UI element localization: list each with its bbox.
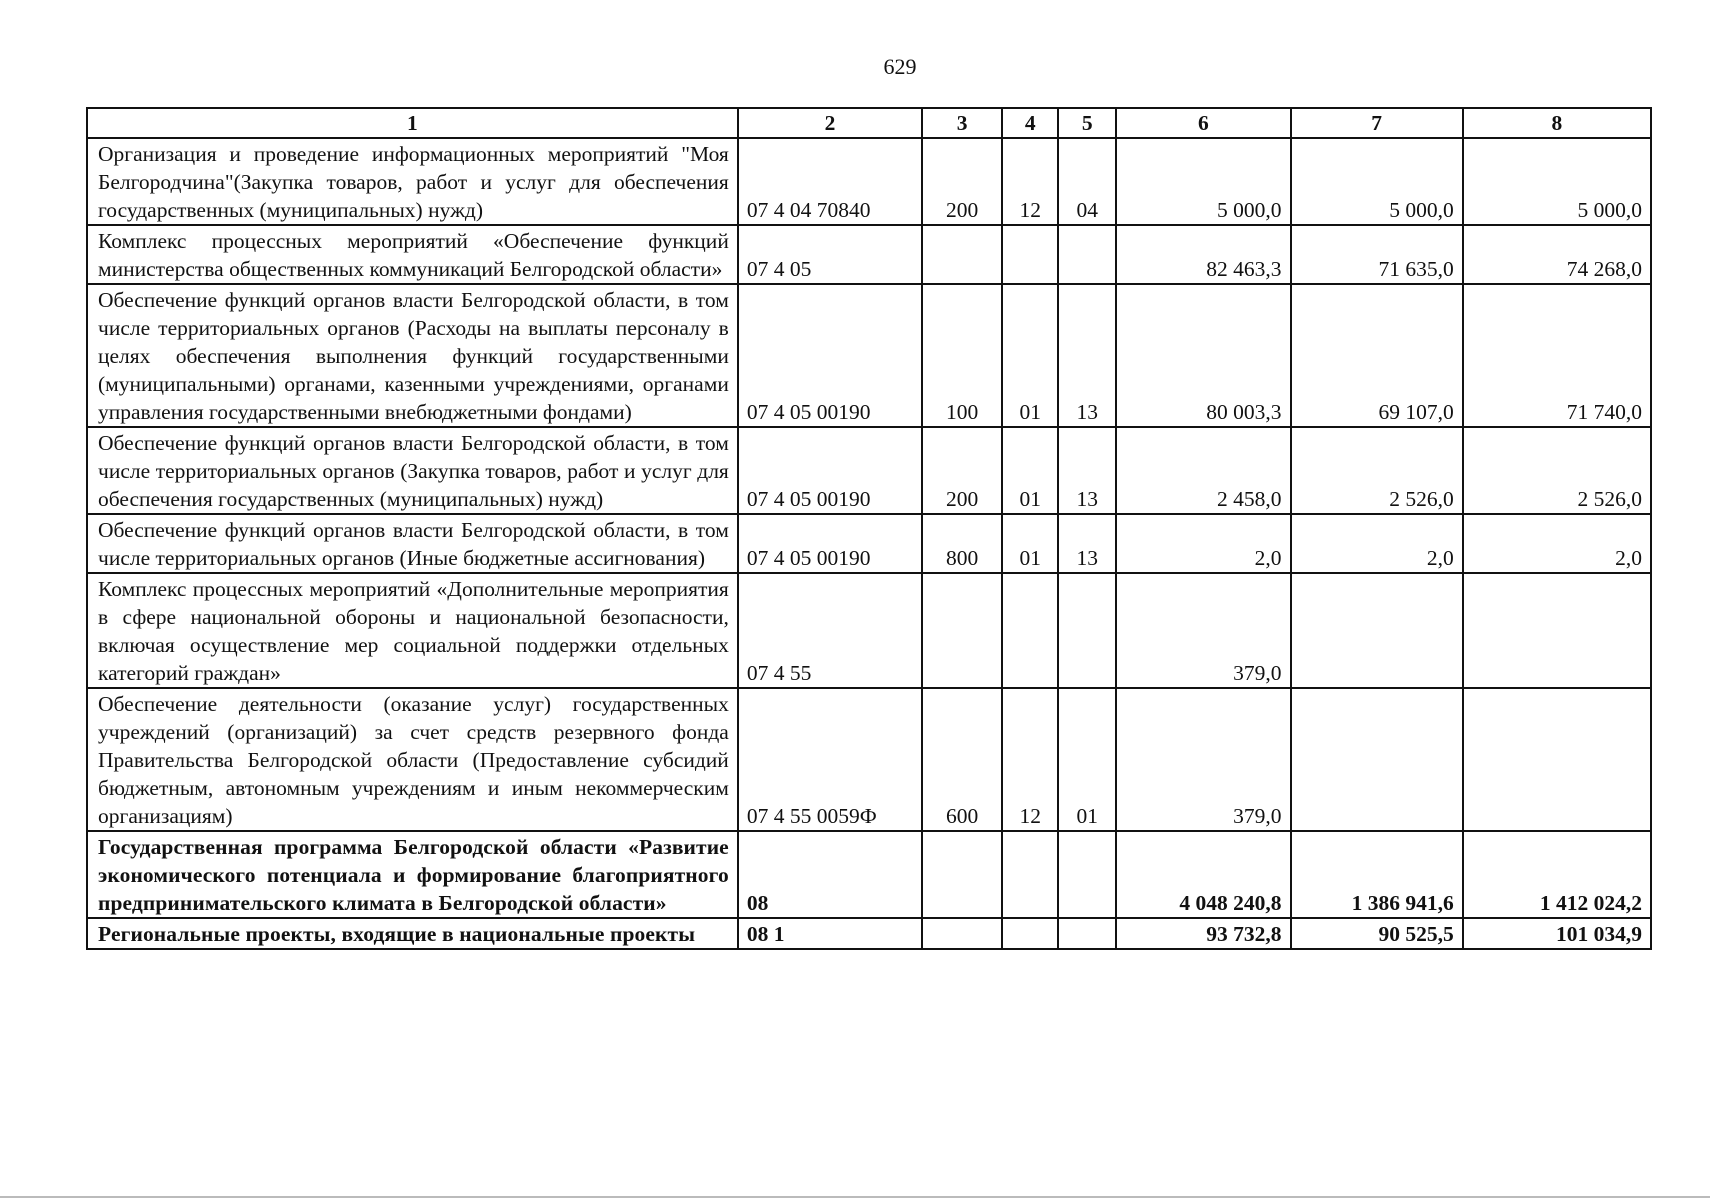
row-col5 <box>1058 831 1116 918</box>
row-col8: 2,0 <box>1463 514 1651 573</box>
row-col5: 13 <box>1058 284 1116 427</box>
row-col8: 1 412 024,2 <box>1463 831 1651 918</box>
header-cell: 1 <box>87 108 738 138</box>
row-col6: 5 000,0 <box>1116 138 1290 225</box>
row-col6: 379,0 <box>1116 688 1290 831</box>
row-col6: 93 732,8 <box>1116 918 1290 949</box>
row-col3: 200 <box>922 138 1002 225</box>
row-col4: 01 <box>1002 284 1058 427</box>
row-col3 <box>922 831 1002 918</box>
row-col7: 2 526,0 <box>1291 427 1463 514</box>
table-row <box>87 427 1651 514</box>
row-col6: 82 463,3 <box>1116 225 1290 284</box>
row-name: Обеспечение деятельности (оказание услуг) государственных учреждений (организаций) за счет средств резервного фонда Правительства Белгородской области (Предоставление субсидий бюджетным, автономным учреждениям и иным некоммерческим организациям) <box>87 688 738 831</box>
header-cell: 5 <box>1058 108 1116 138</box>
row-col6: 2,0 <box>1116 514 1290 573</box>
row-name: Обеспечение функций органов власти Белгородской области, в том числе территориальных органов (Иные бюджетные ассигнования) <box>87 514 738 573</box>
table-row <box>87 514 1651 573</box>
row-code: 08 1 <box>738 918 922 949</box>
row-col4: 12 <box>1002 138 1058 225</box>
page-number: 629 <box>883 54 917 79</box>
row-col7 <box>1291 688 1463 831</box>
row-code: 07 4 04 70840 <box>738 138 922 225</box>
row-col7: 69 107,0 <box>1291 284 1463 427</box>
row-col3: 800 <box>922 514 1002 573</box>
bottom-rule <box>0 1196 1710 1198</box>
row-col3 <box>922 918 1002 949</box>
row-col7: 5 000,0 <box>1291 138 1463 225</box>
row-col7 <box>1291 573 1463 688</box>
row-col6: 2 458,0 <box>1116 427 1290 514</box>
row-name: Обеспечение функций органов власти Белгородской области, в том числе территориальных органов (Расходы на выплаты персоналу в целях обеспечения выполнения функций государственными (муниципальными) органами, казенными учреждениями, органами управления государственными внебюджетными фондами) <box>87 284 738 427</box>
row-col5 <box>1058 573 1116 688</box>
row-col7: 1 386 941,6 <box>1291 831 1463 918</box>
row-col5: 04 <box>1058 138 1116 225</box>
header-cell: 2 <box>738 108 922 138</box>
table-row <box>87 573 1651 688</box>
row-name: Комплекс процессных мероприятий «Дополнительные мероприятия в сфере национальной обороны и национальной безопасности, включая осуществление мер социальной поддержки отдельных категорий граждан» <box>87 573 738 688</box>
row-col7: 2,0 <box>1291 514 1463 573</box>
row-col7: 71 635,0 <box>1291 225 1463 284</box>
row-col7: 90 525,5 <box>1291 918 1463 949</box>
row-col8 <box>1463 688 1651 831</box>
row-col5: 01 <box>1058 688 1116 831</box>
row-col8: 101 034,9 <box>1463 918 1651 949</box>
row-code: 08 <box>738 831 922 918</box>
row-col4 <box>1002 918 1058 949</box>
row-col6: 4 048 240,8 <box>1116 831 1290 918</box>
table-row <box>87 138 1651 225</box>
row-col5: 13 <box>1058 427 1116 514</box>
table-row <box>87 225 1651 284</box>
row-name: Организация и проведение информационных мероприятий "Моя Белгородчина"(Закупка товаров, работ и услуг для обеспечения государственных (муниципальных) нужд) <box>87 138 738 225</box>
table-row <box>87 918 1651 949</box>
row-col3: 100 <box>922 284 1002 427</box>
row-col4 <box>1002 225 1058 284</box>
row-col8: 74 268,0 <box>1463 225 1651 284</box>
row-col4: 01 <box>1002 427 1058 514</box>
row-code: 07 4 05 00190 <box>738 284 922 427</box>
header-cell: 4 <box>1002 108 1058 138</box>
row-col4 <box>1002 573 1058 688</box>
table-row <box>87 688 1651 831</box>
row-col5: 13 <box>1058 514 1116 573</box>
table-row <box>87 831 1651 918</box>
row-name: Обеспечение функций органов власти Белгородской области, в том числе территориальных органов (Закупка товаров, работ и услуг для обеспечения государственных (муниципальных) нужд) <box>87 427 738 514</box>
row-col4: 12 <box>1002 688 1058 831</box>
row-col8: 2 526,0 <box>1463 427 1651 514</box>
row-name: Региональные проекты, входящие в национальные проекты <box>87 918 738 949</box>
row-col8: 5 000,0 <box>1463 138 1651 225</box>
row-col3: 600 <box>922 688 1002 831</box>
row-name: Комплекс процессных мероприятий «Обеспечение функций министерства общественных коммуникаций Белгородской области» <box>87 225 738 284</box>
row-col4 <box>1002 831 1058 918</box>
header-row <box>87 108 1651 138</box>
row-name: Государственная программа Белгородской области «Развитие экономического потенциала и формирование благоприятного предпринимательского климата в Белгородской области» <box>87 831 738 918</box>
row-col3 <box>922 225 1002 284</box>
row-col3: 200 <box>922 427 1002 514</box>
row-code: 07 4 55 <box>738 573 922 688</box>
row-col4: 01 <box>1002 514 1058 573</box>
header-cell: 7 <box>1291 108 1463 138</box>
table-row <box>87 284 1651 427</box>
table-body <box>87 138 1651 949</box>
row-col5 <box>1058 225 1116 284</box>
row-code: 07 4 05 <box>738 225 922 284</box>
row-code: 07 4 55 0059Ф <box>738 688 922 831</box>
row-code: 07 4 05 00190 <box>738 514 922 573</box>
row-col8: 71 740,0 <box>1463 284 1651 427</box>
header-cell: 8 <box>1463 108 1651 138</box>
header-cell: 3 <box>922 108 1002 138</box>
row-code: 07 4 05 00190 <box>738 427 922 514</box>
row-col5 <box>1058 918 1116 949</box>
row-col3 <box>922 573 1002 688</box>
row-col6: 80 003,3 <box>1116 284 1290 427</box>
header-cell: 6 <box>1116 108 1290 138</box>
row-col6: 379,0 <box>1116 573 1290 688</box>
row-col8 <box>1463 573 1651 688</box>
budget-table <box>86 107 1652 950</box>
